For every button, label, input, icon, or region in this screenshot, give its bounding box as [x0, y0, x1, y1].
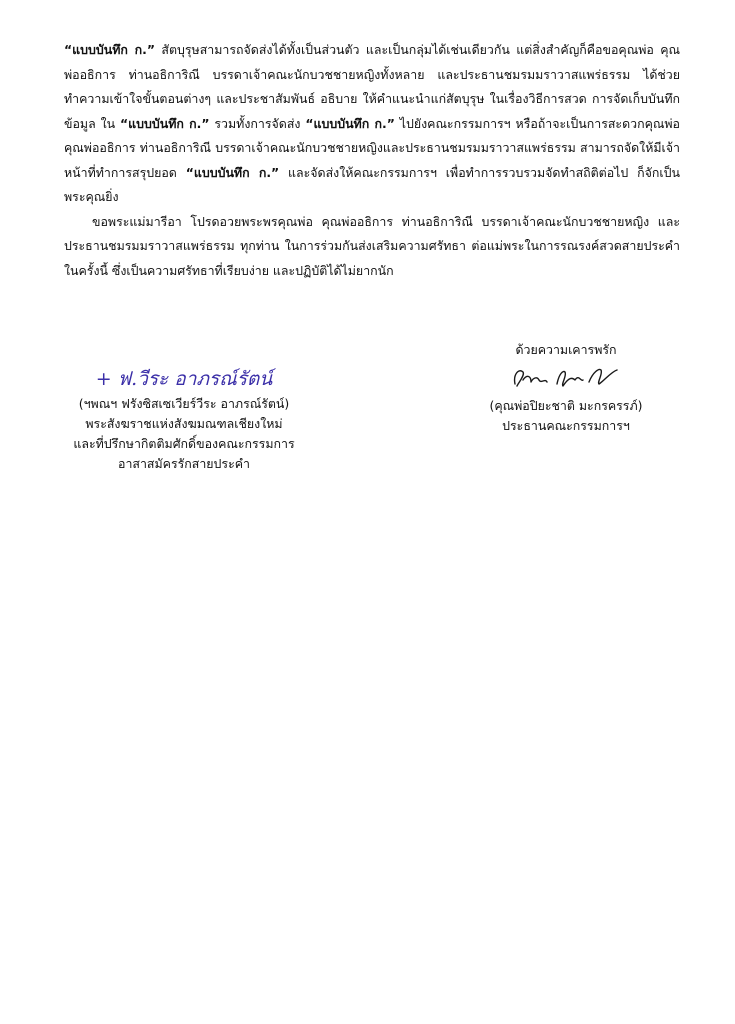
- letter-body: [64, 38, 680, 283]
- bishop-title-line-1: พระสังฆราชแห่งสังฆมณฑลเชียงใหม่: [85, 416, 283, 431]
- paragraph-text-segment: รวมทั้งการจัดส่ง: [209, 115, 306, 131]
- chairman-signature-stroke: [515, 370, 617, 387]
- right-signature-block: [466, 340, 666, 436]
- bishop-title-line-2: และที่ปรึกษากิตติมศักดิ์ของคณะกรรมการ: [73, 436, 295, 451]
- form-name-quote: “แบบบันทึก ก.”: [185, 164, 280, 180]
- form-name-quote: “แบบบันทึก ก.”: [64, 42, 156, 57]
- form-name-quote: “แบบบันทึก ก.”: [305, 115, 395, 131]
- paragraph-text-segment: สัตบุรุษสามารถจัดส่งได้ทั้งเป็นส่วนตัว และเป็นกลุ่มได้เช่นเดียวกัน แต่สิ่งสำคัญก็คือขอคุณพ่อ คุณพ่ออธิการ ท่านอธิการิณี บรรดาเจ้าคณะนักบวชชายหญิงทั้งหลาย และประธานชมรมมราวาสแพร่ธรรม ได้ช่วยทำความเข้าใจขั้นตอนต่างๆ และประชาสัมพันธ์ อธิบาย ให้คำแนะนำแก่สัตบุรุษ ในเรื่องวิธีการสวด การจัดเก็บบันทึกข้อมูล ใน: [64, 42, 680, 131]
- left-signature-block: [60, 364, 308, 474]
- chairman-title: ประธานคณะกรรมการฯ: [502, 418, 630, 433]
- paragraph-2: ขอพระแม่มารีอา โปรดอวยพระพรคุณพ่อ คุณพ่ออธิการ ท่านอธิการิณี บรรดาเจ้าคณะนักบวชชายหญิง และประธานชมรมมราวาสแพร่ธรรม ทุกท่าน ในการร่วมกันส่งเสริมความศรัทธา ต่อแม่พระในการรณรงค์สวดสายประคำในครั้งนี้ ซึ่งเป็นความศรัทธาที่เรียบง่าย และปฏิบัติได้ไม่ยากนัก: [64, 213, 680, 278]
- bishop-name: (ฯพณฯ ฟรังซิสเซเวียร์วีระ อาภรณ์รัตน์): [78, 396, 290, 411]
- paragraph-text-segment: ไปยังคณะกรรมการฯ หรือถ้าจะเป็นการสะดวกคุณพ่อ คุณพ่ออธิการ ท่านอธิการิณี บรรดาเจ้าคณะนักบวชชายหญิงและประธานชมรมมราวาสแพร่ธรรม สามารถจัดให้มีเจ้าหน้าที่ทำการสรุปยอด: [64, 115, 680, 180]
- chairman-name: (คุณพ่อปิยะชาติ มะกรครรภ์): [489, 398, 643, 413]
- bishop-signature-script: + ฟ.วีระ อาภรณ์รัตน์: [95, 368, 273, 390]
- chairman-signature-image: [501, 360, 631, 394]
- bishop-signature-image: [84, 364, 284, 392]
- bishop-title-line-3: อาสาสมัครรักสายประคำ: [118, 456, 250, 471]
- form-name-quote: “แบบบันทึก ก.”: [120, 115, 210, 131]
- paragraph-1: [64, 38, 680, 210]
- closing-phrase: ด้วยความเคารพรัก: [515, 342, 617, 357]
- paragraph-text-segment: และจัดส่งให้คณะกรรมการฯ เพื่อทำการรวบรวมจัดทำสถิติต่อไป ก็จักเป็นพระคุณยิ่ง: [64, 164, 680, 204]
